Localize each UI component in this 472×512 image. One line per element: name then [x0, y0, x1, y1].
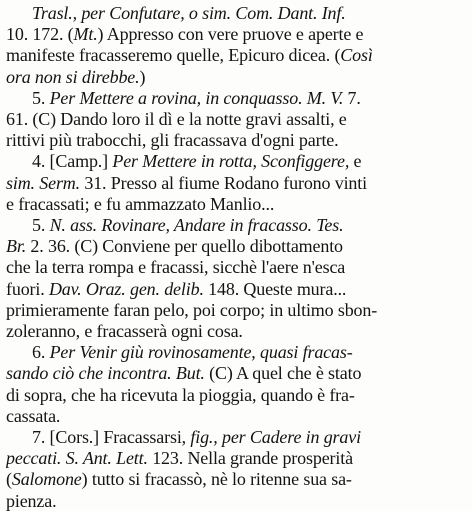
italic-text-run: Salomone	[11, 469, 82, 490]
text-line	[32, 214, 468, 236]
text-run: (	[6, 469, 12, 490]
text-run: pienza.	[6, 490, 57, 511]
italic-text-run: ora non si direbbe.	[6, 66, 140, 87]
text-run: zoleranno, e fracasserà ogni cosa.	[6, 321, 243, 341]
text-run: fuori.	[6, 278, 49, 299]
text-line	[32, 341, 468, 363]
italic-text-run: peccati. S. Ant. Lett.	[6, 448, 148, 469]
text-line	[32, 426, 468, 448]
text-line	[6, 23, 468, 45]
text-run: di sopra, che ha ricevuta la pioggia, quando è fra-	[6, 384, 355, 405]
text-line	[6, 299, 468, 321]
text-run: ) Appresso con vere pruove e aperte e	[97, 24, 364, 45]
text-run: 31. Presso al fiume Rodano furono vinti	[80, 172, 367, 193]
text-line	[6, 447, 468, 469]
text-run: e	[349, 151, 362, 172]
text-line	[6, 235, 468, 257]
italic-text-run: Per Venir giù rovinosamente, quasi fracas-	[49, 342, 353, 363]
text-run: 5.	[32, 87, 50, 108]
text-run: 7.	[343, 87, 361, 108]
text-line	[6, 362, 468, 384]
text-line	[6, 405, 468, 427]
text-line	[6, 108, 468, 130]
text-run: e fracassati; e fu ammazzato Manlio...	[6, 193, 275, 214]
text-line	[6, 193, 468, 215]
italic-text-run: Mt.	[73, 24, 98, 45]
text-run: 61. (C) Dando loro il dì e la notte gravi assalti, e	[6, 109, 347, 129]
italic-text-run: Per Mettere a rovina, in conquasso. M. V.	[49, 87, 344, 108]
text-run: rittivi più trabocchi, gli fracassava d'ogni parte.	[6, 130, 339, 151]
text-line	[6, 44, 468, 66]
text-line	[6, 66, 468, 88]
italic-text-run: Trasl., per Confutare, o sim. Com. Dant. Inf.	[32, 3, 346, 23]
italic-text-run: Per Mettere in rotta, Sconfiggere,	[112, 151, 350, 172]
italic-text-run: Dav. Oraz. gen. delib.	[48, 278, 204, 299]
text-run: primieramente faran pelo, poi corpo; in ultimo sbon-	[6, 299, 378, 320]
text-line	[32, 150, 468, 172]
text-run: 148. Queste mura...	[203, 278, 347, 299]
text-run: manifeste fracasseremo quelle, Epicuro dicea. (	[6, 45, 341, 66]
italic-text-run: fig., per Cadere in gravi	[190, 427, 361, 447]
text-line	[6, 320, 468, 342]
text-run: 4. [Camp.]	[32, 151, 113, 172]
text-run: 6.	[32, 342, 50, 363]
text-line	[32, 87, 468, 109]
italic-text-run: sando ciò che incontra. But.	[6, 363, 205, 384]
text-run: che la terra rompa e fracassi, sicchè l'aere n'esca	[6, 257, 346, 278]
text-run: 7. [Cors.] Fracassarsi,	[32, 427, 191, 447]
text-run: cassata.	[6, 405, 61, 426]
italic-text-run: sim. Serm.	[6, 172, 80, 193]
text-run: 2. 36. (C) Conviene per quello dibottamento	[26, 236, 343, 257]
text-line	[6, 172, 468, 194]
text-line	[6, 256, 468, 278]
text-run: 5.	[32, 215, 50, 235]
italic-text-run: N. ass. Rovinare, Andare in fracasso. Tes.	[49, 215, 344, 235]
text-line	[32, 2, 468, 24]
italic-text-run: Br.	[6, 236, 27, 257]
text-run: 10. 172. (	[6, 24, 74, 45]
text-line	[6, 129, 468, 151]
text-line	[6, 384, 468, 406]
text-line	[6, 278, 468, 300]
text-run: 123. Nella grande prosperità	[147, 448, 353, 469]
text-run: ) tutto si fracassò, nè lo ritenne sua sa-	[81, 469, 352, 490]
text-run: )	[139, 66, 146, 87]
text-line	[6, 468, 468, 490]
text-run: (C) A quel che è stato	[204, 363, 362, 384]
text-line	[6, 490, 468, 512]
italic-text-run: Così	[340, 45, 373, 66]
